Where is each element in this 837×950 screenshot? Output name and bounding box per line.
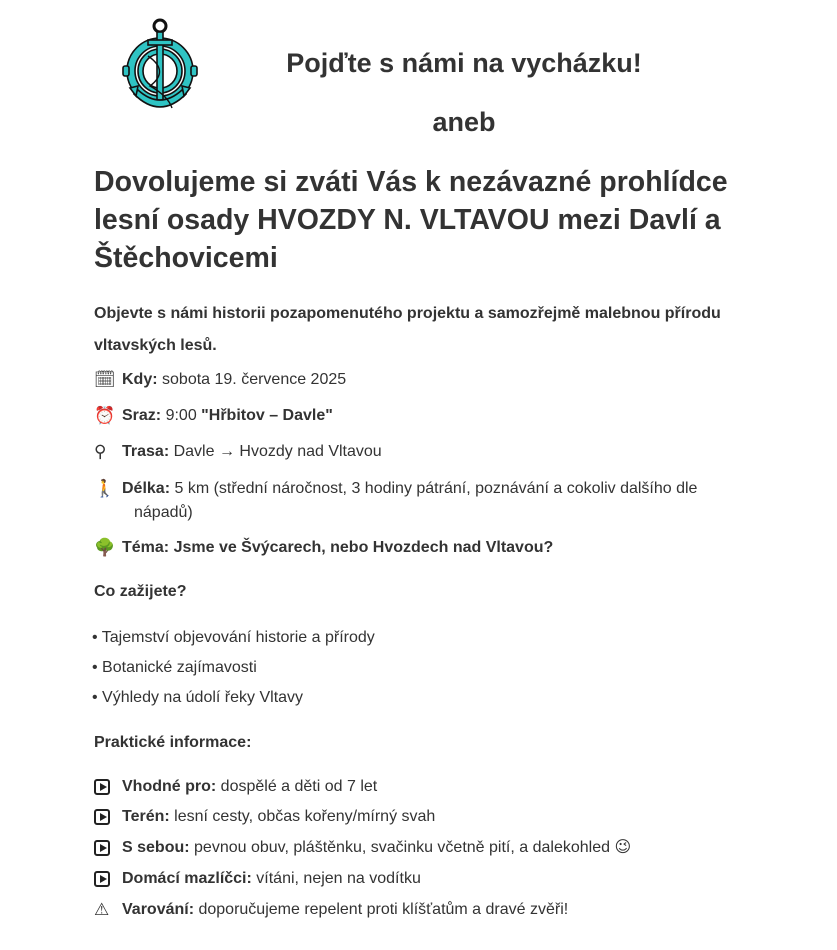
calendar-icon: 🗓 (94, 370, 116, 390)
detail-label: Délka: (122, 480, 171, 497)
experience-heading: Co zažijete? (94, 583, 187, 600)
walking-person-icon: 🚶 (94, 479, 116, 499)
meeting-place: "Hřbitov – Davle" (201, 407, 333, 424)
detail-label: Kdy: (122, 371, 158, 388)
play-button-icon (94, 840, 110, 856)
detail-value-continued: nápadů) (134, 504, 193, 521)
detail-label: Trasa: (122, 443, 170, 460)
detail-route (94, 440, 742, 464)
practical-item: Vhodné pro: dospělé a děti od 7 let (94, 775, 742, 799)
practical-item: S sebou: pevnou obuv, pláštěnku, svačinku včetně pití, a dalekohled 😉 (94, 836, 742, 860)
play-button-icon (94, 809, 110, 825)
detail-value: sobota 19. července 2025 (162, 371, 347, 388)
intro-text: Objevte s námi historii pozapomenutého projektu a samozřejmě malebnou přírodu vltavských lesů. (94, 305, 721, 354)
play-button-icon (94, 779, 110, 795)
practical-warning: ⚠ Varování: doporučujeme repelent proti klíšťatům a dravé zvěři! (94, 900, 569, 920)
detail-length (94, 477, 742, 525)
page-title: Dovolujeme si zváti Vás k nezávazné prohlídce lesní osady HVOZDY N. VLTAVOU mezi Davlí a Štěchovicemi (94, 166, 728, 274)
detail-meeting (94, 404, 742, 428)
practical-heading: Praktické informace: (94, 734, 252, 751)
detail-label: Sraz: (122, 407, 162, 424)
detail-value: 5 km (střední náročnost, 3 hodiny pátrání, poznávání a cokoliv dalšího dle (174, 480, 698, 497)
alarm-clock-icon: ⏰ (94, 406, 116, 426)
invitation-headline: Pojďte s námi na vycházku! (286, 48, 642, 78)
detail-value: 9:00 (165, 407, 197, 424)
pin-icon: ⚲ (94, 442, 107, 462)
detail-label: Téma: Jsme ve Švýcarech, nebo Hvozdech nad Vltavou? (122, 539, 554, 556)
play-button-icon (94, 871, 110, 887)
detail-when (94, 368, 742, 392)
list-item: • Botanické zajímavosti (92, 659, 257, 676)
tree-icon: 🌳 (94, 538, 116, 558)
anchor-wheel-logo (120, 16, 200, 126)
practical-item: Domácí mazlíčci: vítáni, nejen na vodítku (94, 867, 742, 891)
detail-value: Davle → Hvozdy nad Vltavou (173, 443, 382, 460)
conjunction-headline: aneb (432, 107, 496, 137)
list-item: • Tajemství objevování historie a přírody (92, 629, 375, 646)
list-item: • Výhledy na údolí řeky Vltavy (92, 689, 304, 706)
practical-item: Terén: lesní cesty, občas kořeny/mírný svah (94, 805, 742, 829)
detail-theme (94, 536, 742, 560)
warning-icon: ⚠ (94, 900, 110, 920)
